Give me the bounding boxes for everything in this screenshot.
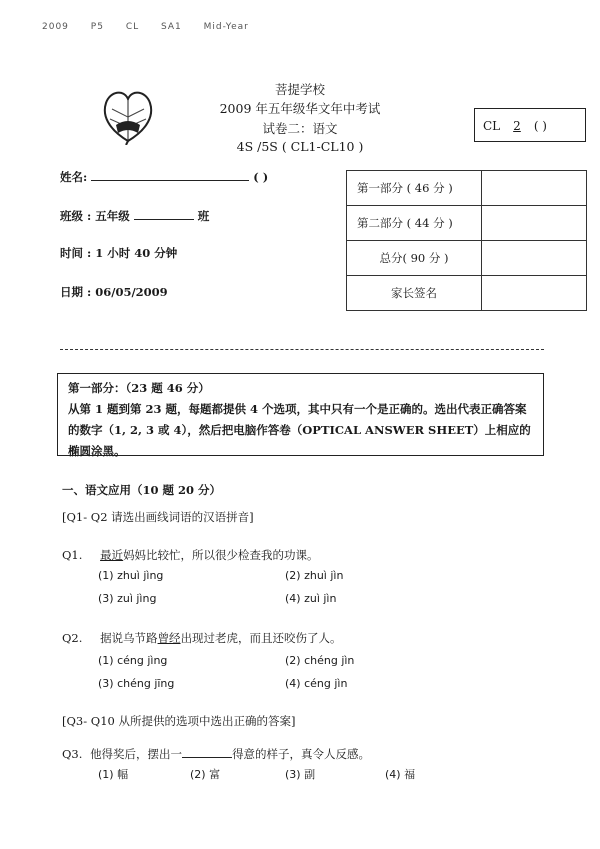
bracket-note-q1-q2: [Q1- Q2 请选出画线词语的汉语拼音] — [62, 510, 254, 524]
name-row — [60, 168, 268, 185]
q3-option-3[interactable]: (3) 副 — [285, 768, 316, 781]
q3-option-1[interactable]: (1) 幅 — [98, 768, 129, 781]
instructions-box — [57, 373, 544, 456]
q2-option-3[interactable]: (3) chéng jīng — [98, 677, 175, 690]
class-range: 4S /5S ( CL1-CL10 ) — [236, 139, 364, 154]
question-q3 — [62, 746, 370, 762]
name-paren: ( ) — [253, 170, 269, 184]
q2-option-1[interactable]: (1) céng jìng — [98, 654, 168, 667]
total-label: 总分( 90 分 ) — [347, 241, 482, 276]
q3-option-2[interactable]: (2) 富 — [190, 768, 221, 781]
q3-option-4[interactable]: (4) 福 — [385, 768, 416, 781]
header-assessment: SA1 — [161, 22, 182, 32]
header-subject: CL — [125, 22, 140, 32]
section-divider — [60, 349, 544, 350]
parent-sign-cell[interactable] — [482, 276, 587, 311]
q2-option-2[interactable]: (2) chéng jìn — [285, 654, 355, 667]
part1-score-cell[interactable] — [482, 171, 587, 206]
question-q1 — [62, 547, 319, 563]
instructions-heading: 第一部分：（23 题 46 分） — [68, 381, 210, 395]
total-score-cell[interactable] — [482, 241, 587, 276]
school-name: 菩提学校 — [274, 82, 325, 97]
class-row — [60, 207, 209, 224]
page-header — [42, 22, 267, 32]
time-row: 时间 : 1 小时 40 分钟 — [60, 246, 178, 260]
q3-text-after: 得意的样子，真令人反感。 — [232, 747, 371, 761]
q2-number: Q2. — [62, 631, 83, 645]
part2-score-cell[interactable] — [482, 206, 587, 241]
q2-text-after: 出现过老虎，而且还咬伤了人。 — [180, 631, 342, 645]
q1-option-4[interactable]: (4) zuì jìn — [285, 592, 337, 605]
parent-sign-label: 家长签名 — [347, 276, 482, 311]
class-code-paren: ( ) — [533, 119, 547, 133]
paper-title: 试卷二：语文 — [262, 121, 338, 136]
name-field[interactable] — [91, 168, 249, 181]
exam-title: 2009 年五年级华文年中考试 — [219, 101, 381, 116]
header-level: P5 — [90, 22, 104, 32]
q3-number: Q3. — [62, 747, 83, 761]
q1-option-1[interactable]: (1) zhuì jìng — [98, 569, 164, 582]
question-q2 — [62, 630, 342, 646]
part1-label: 第一部分 ( 46 分 ) — [347, 171, 482, 206]
q2-text-before: 据说乌节路 — [100, 631, 158, 645]
score-table — [346, 170, 587, 311]
class-code-prefix: CL — [483, 119, 501, 133]
q2-option-4[interactable]: (4) céng jìn — [285, 677, 348, 690]
part2-label: 第二部分 ( 44 分 ) — [347, 206, 482, 241]
class-code-value[interactable]: 2 — [513, 119, 521, 133]
instructions-body: 从第 1 题到第 23 题，每题都提供 4 个选项，其中只有一个是正确的。选出代表正确答案的数字（1, 2, 3 或 4），然后把电脑作答卷（OPTICAL ANSWER SHEET）上相应的椭圆涂黑。 — [68, 402, 531, 458]
class-field[interactable] — [134, 207, 194, 220]
date-row: 日期 : 06/05/2009 — [60, 285, 168, 299]
q1-number: Q1. — [62, 548, 83, 562]
q1-underlined-word: 最近 — [100, 548, 124, 562]
q3-text-before: 他得奖后，摆出一 — [90, 747, 183, 761]
class-code-box — [474, 108, 586, 142]
header-term: Mid-Year — [203, 22, 249, 32]
q3-blank[interactable] — [182, 746, 232, 758]
class-suffix: 班 — [197, 209, 210, 223]
class-label: 班级 : 五年级 — [60, 209, 130, 223]
bracket-note-q3-q10: [Q3- Q10 从所提供的选项中选出正确的答案] — [62, 714, 296, 728]
q1-option-3[interactable]: (3) zuì jìng — [98, 592, 157, 605]
section-title: 一、语文应用（10 题 20 分） — [62, 483, 222, 497]
q2-underlined-word: 曾经 — [157, 631, 181, 645]
header-year: 2009 — [42, 22, 69, 32]
q1-option-2[interactable]: (2) zhuì jìn — [285, 569, 344, 582]
q1-text: 妈妈比较忙，所以很少检查我的功课。 — [123, 548, 319, 562]
name-label: 姓名: — [60, 170, 88, 184]
